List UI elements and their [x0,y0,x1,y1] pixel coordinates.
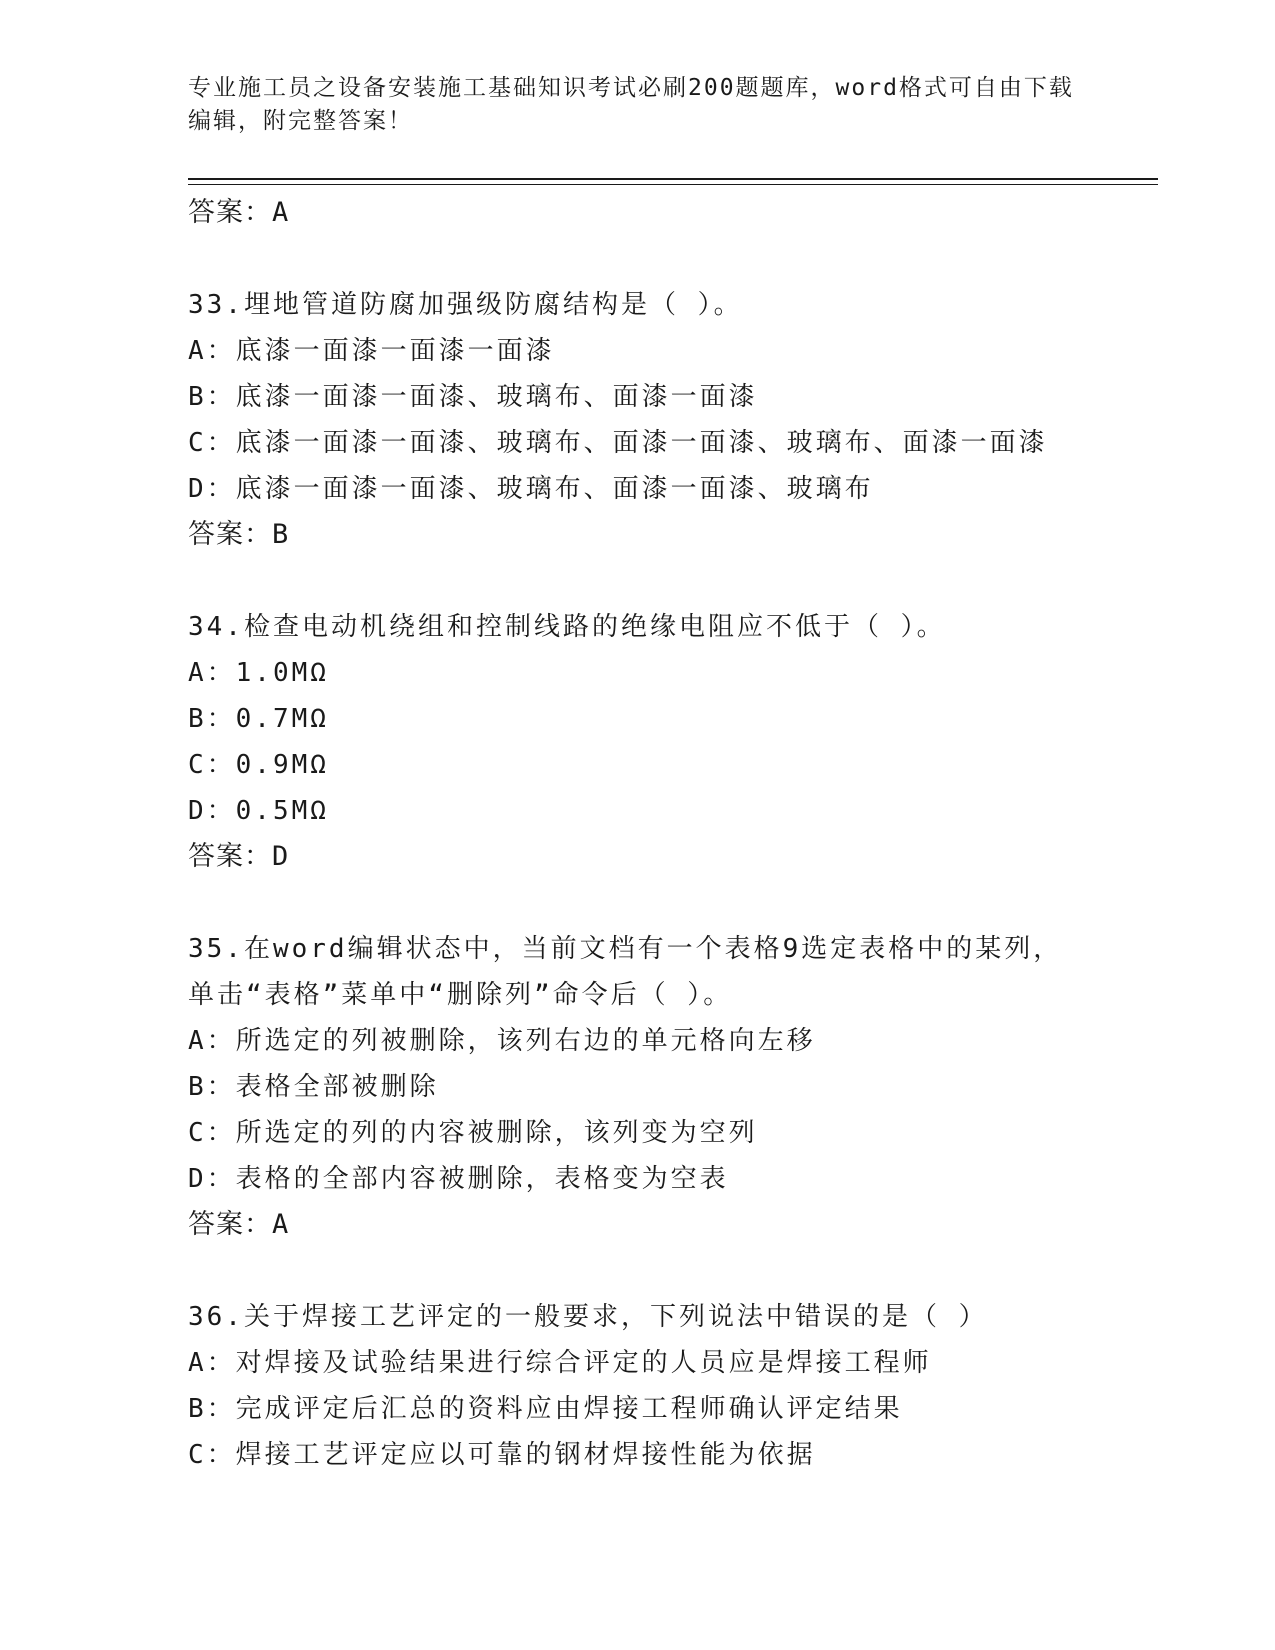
spacer [188,1248,1158,1294]
header-divider-thick [188,178,1158,180]
option-b: B：完成评定后汇总的资料应由焊接工程师确认评定结果 [188,1394,903,1424]
document-header [188,72,1088,138]
question-block [188,282,1158,558]
option-b: B：底漆一面漆一面漆、玻璃布、面漆一面漆 [188,382,758,412]
spacer [188,880,1158,926]
spacer [188,558,1158,604]
header-divider-thin [188,184,1158,185]
option-c: C：底漆一面漆一面漆、玻璃布、面漆一面漆、玻璃布、面漆一面漆 [188,428,1048,458]
answer-label: 答案： [188,841,272,872]
question-list [188,190,1158,1478]
option-b: B：表格全部被删除 [188,1072,439,1102]
answer-value: A [272,1209,290,1240]
option-d: D：表格的全部内容被删除，表格变为空表 [188,1164,729,1194]
header-title: 专业施工员之设备安装施工基础知识考试必刷200题题库，word格式可自由下载编辑，附完整答案！ [188,75,1074,134]
answer-label: 答案： [188,197,272,228]
answer-label: 答案： [188,519,272,550]
answer-line [188,512,1158,558]
question-block [188,604,1158,880]
question-text-line-2: 单击“表格”菜单中“删除列”命令后（ ）。 [188,980,733,1010]
question-text-line-1: 35.在word编辑状态中，当前文档有一个表格9选定表格中的某列， [188,934,1063,964]
answer-value: A [272,197,290,228]
option-a: A：对焊接及试验结果进行综合评定的人员应是焊接工程师 [188,1348,932,1378]
option-a: A：所选定的列被删除，该列右边的单元格向左移 [188,1026,816,1056]
option-c: C：焊接工艺评定应以可靠的钢材焊接性能为依据 [188,1440,816,1470]
question-block [188,1294,1158,1478]
option-b: B：0.7MΩ [188,704,329,734]
option-c: C：0.9MΩ [188,750,329,780]
question-text: 36.关于焊接工艺评定的一般要求，下列说法中错误的是（ ） [188,1302,988,1332]
question-text: 33.埋地管道防腐加强级防腐结构是（ ）。 [188,290,743,320]
spacer [188,236,1158,282]
answer-line [188,1202,1158,1248]
option-a: A：底漆一面漆一面漆一面漆 [188,336,555,366]
answer-line [188,834,1158,880]
question-text: 34.检查电动机绕组和控制线路的绝缘电阻应不低于（ ）。 [188,612,946,642]
option-d: D：0.5MΩ [188,796,329,826]
answer-label: 答案： [188,1209,272,1240]
answer-line [188,190,1158,236]
option-d: D：底漆一面漆一面漆、玻璃布、面漆一面漆、玻璃布 [188,474,874,504]
option-a: A：1.0MΩ [188,658,329,688]
answer-value: B [272,519,290,550]
option-c: C：所选定的列的内容被删除，该列变为空列 [188,1118,758,1148]
answer-value: D [272,841,290,872]
question-block [188,926,1158,1248]
